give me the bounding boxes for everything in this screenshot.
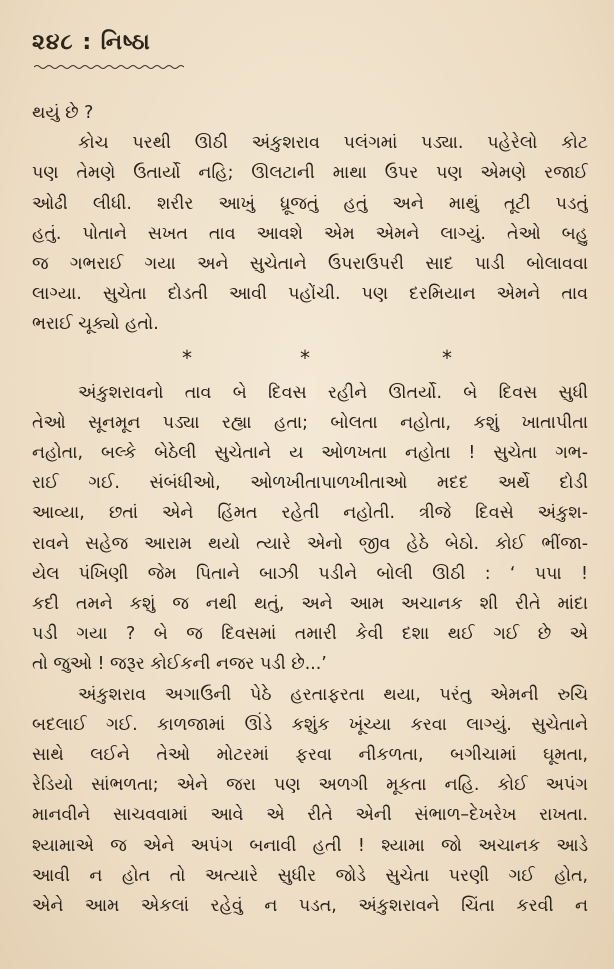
text-line: તો જુઓ ! જરૂર કોઈકની નજર પડી છે...’ <box>32 654 327 675</box>
text-line: આવ્યા, છતાં એને હિંમત રહેતી નહોતી. ત્રીજે દિવસે અંકુશ- <box>32 503 588 524</box>
text-line: આવી ન હોત તો અત્યારે સુધીર જોડે સુચેતા પરણી ગઈ હોત, <box>32 865 588 886</box>
text-line: હતું. પોતાને સખત તાવ આવશે એમ એમને લાગ્યું. તેઓ બહુ <box>32 223 588 244</box>
text-line: ઓઢી લીધી. શરીર આખું ધ્રૂજતું હતું અને માથું તૂટી પડતું <box>32 193 588 214</box>
divider-star: * <box>182 345 192 370</box>
text-line: કદી તમને કશું જ નથી થતું, અને આમ અચાનક શી રીતે માંદા <box>32 594 588 615</box>
paragraph-1 <box>32 98 588 340</box>
text-line: રેડિયો સાંભળતા; એને જરા પણ અળગી મૂકતા નહિ. કોઈ અપંગ <box>32 775 588 796</box>
paragraph-2 <box>32 378 588 680</box>
divider-star: * <box>442 345 452 370</box>
page-number-and-title: ૨૪૮ : નિષ્ઠા <box>32 30 151 55</box>
text-line: શ્યામાએ જ એને અપંગ બનાવી હતી ! શ્યામા જો અચાનક આડે <box>32 835 588 856</box>
decorative-wavy-rule <box>34 64 184 70</box>
divider-star: * <box>300 345 310 370</box>
text-line: માનવીને સાચવવામાં આવે એ રીતે એની સંભાળ–દેખરેખ રાખતા. <box>32 805 588 826</box>
text-line: રાવને સહેજ આરામ થયો ત્યારે એનો જીવ હેઠે બેઠો. કોઈ ભીંજા- <box>32 533 588 554</box>
text-line: યેલ પંખિણી જેમ પિતાને બાઝી પડીને બોલી ઊઠી : ‘ પપા ! <box>32 563 588 584</box>
text-line: જ ગભરાઈ ગયા અને સુચેતાને ઉપરાઉપરી સાદ પાડી બોલાવવા <box>32 254 588 275</box>
text-line: ભરાઈ ચૂક્યો હતો. <box>32 314 159 335</box>
text-line: તેઓ સૂનમૂન પડ્યા રહ્યા હતા; બોલતા નહોતા, કશું ખાતાપીતા <box>32 412 588 433</box>
book-page <box>32 30 588 950</box>
text-line: લાગ્યા. સુચેતા દોડતી આવી પહોંચી. પણ દરમિયાન એમને તાવ <box>32 284 588 305</box>
text-line: પણ તેમણે ઉતાર્યો નહિ; ઊલટાની માથા ઉપર પણ એમણે રજાઈ <box>32 163 588 184</box>
text-line: પડી ગયા ? બે જ દિવસમાં તમારી કેવી દશા થઈ ગઈ છે એ <box>32 624 588 645</box>
page-header <box>32 30 588 70</box>
text-line: સાથે લઈને તેઓ મોટરમાં ફરવા નીકળતા, બગીચામાં ઘૂમતા, <box>32 745 588 766</box>
text-line: અંકુશરાવ અગાઉની પેઠે હરતાફરતા થયા, પરંતુ એમની રુચિ <box>78 684 588 705</box>
text-line: બદલાઈ ગઈ. કાળજામાં ઊંડે કશુંક ખૂંચ્યા કરવા લાગ્યું. સુચેતાને <box>32 714 588 735</box>
text-line: રાઈ ગઈ. સંબંધીઓ, ઓળખીતાપાળખીતાઓ મદદ અર્થે દોડી <box>32 473 588 494</box>
section-divider <box>32 344 588 374</box>
paragraph-3 <box>32 680 588 922</box>
text-line: કોચ પરથી ઊઠી અંકુશરાવ પલંગમાં પડ્યા. પહેરેલો કોટ <box>78 133 588 154</box>
text-line: અંકુશરાવનો તાવ બે દિવસ રહીને ઊતર્યો. બે દિવસ સુધી <box>78 382 588 403</box>
text-line: નહોતા, બલ્કે બેઠેલી સુચેતાને ય ઓળખતા નહોતા ! સુચેતા ગભ- <box>32 443 588 464</box>
text-line: થયું છે ? <box>32 103 94 123</box>
text-line: એને આમ એકલાં રહેવું ન પડત, અંકુશરાવને ચિંતા કરવી ન <box>32 896 588 917</box>
